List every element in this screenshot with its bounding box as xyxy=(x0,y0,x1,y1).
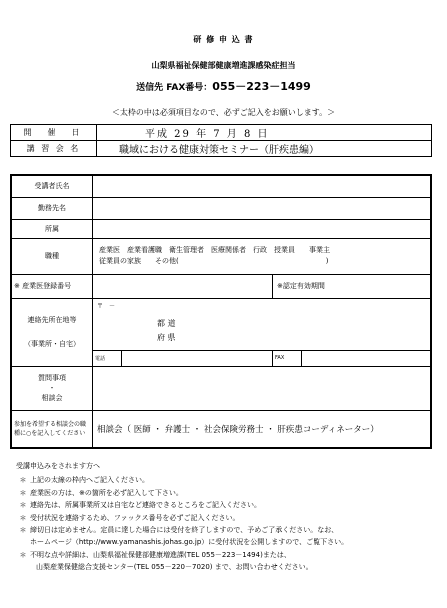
affiliation-label: 所属 xyxy=(11,219,93,238)
bullet-icon: ＊ xyxy=(19,550,27,559)
tel-label: 電話 xyxy=(93,350,122,366)
consult-options[interactable]: 相談会（ 医師 ・ 弁護士 ・ 社会保険労務士 ・ 肝疾患コーディネーター） xyxy=(93,410,432,448)
pref-line1: 都 道 xyxy=(157,318,176,328)
bullet-icon: ＊ xyxy=(19,513,27,522)
application-form xyxy=(10,174,432,449)
contact-label: 連絡先所在地等 （事業所・自宅） xyxy=(11,298,93,366)
job-options-line1: 産業医 産業看護職 衛生管理者 医療関係者 行政 授業員 事業主 xyxy=(99,246,330,254)
fax-label: 送信先 FAX番号： xyxy=(136,83,213,93)
doctor-reg-label: ※ 産業医登録番号 xyxy=(11,274,93,298)
cert-period-field[interactable] xyxy=(273,274,432,298)
cert-label: ※認定有効期間 xyxy=(277,282,325,290)
workplace-label: 勤務先名 xyxy=(11,197,93,219)
note-item-cont: 山梨産業保健総合支援センター(TEL 055－220－7020) まで、お問い合わせください。 xyxy=(36,563,313,572)
workplace-field[interactable] xyxy=(93,197,432,219)
fax-line xyxy=(0,78,447,94)
note-item-cont: ホームページ（http://www.yamanashis.johas.go.jp）に受付状況を公開しますので、ご覧下さい。 xyxy=(30,538,349,547)
fax-field[interactable] xyxy=(302,350,432,366)
note-item: ＊ 締切日は定めません。定員に達した場合には受付を終了しますので、予めご了承ください。なお、 xyxy=(16,524,436,536)
event-table xyxy=(10,124,432,157)
job-label: 職種 xyxy=(11,238,93,274)
doctor-reg-field[interactable] xyxy=(93,274,273,298)
consult-note: 参加を希望する相談会の職種に○を記入してください xyxy=(11,410,93,448)
address-field[interactable] xyxy=(93,298,432,350)
required-notice: ＜太枠の中は必須項目なので、必ずご記入をお願いします。＞ xyxy=(111,108,336,117)
note-item: ＊ 不明な点や詳細は、山梨県福祉保健部健康増進課(TEL 055－223－1494)または、 xyxy=(16,549,436,561)
name-label: 受講者氏名 xyxy=(11,175,93,197)
department-name: 山梨県福祉保健部健康増進課感染症担当 xyxy=(151,61,296,70)
seminar-value: 職域における健康対策セミナー（肝疾患編） xyxy=(97,141,432,157)
notes-heading: 受講申込みをされます方へ xyxy=(16,462,100,470)
notes-section xyxy=(16,460,436,574)
date-value: 平成 29 年 7 月 8 日 xyxy=(97,125,432,141)
fax-number: 055－223－1499 xyxy=(212,80,311,93)
fax-field-label: FAX xyxy=(273,350,302,366)
name-field[interactable] xyxy=(93,175,432,197)
affiliation-field[interactable] xyxy=(93,219,432,238)
tel-field[interactable] xyxy=(122,350,273,366)
form-title: 研 修 申 込 書 xyxy=(193,35,254,44)
pref-line2: 府 県 xyxy=(157,332,176,342)
job-options[interactable] xyxy=(93,238,432,274)
note-item: ＊ 連絡先は、所属事業所又は自宅など連絡できるところをご記入ください。 xyxy=(16,499,436,511)
question-label: 質問事項 ・ 相談会 xyxy=(11,366,93,410)
seminar-label: 講 習 会 名 xyxy=(11,141,97,157)
note-item: ＊ 産業医の方は、※の箇所を必ず記入して下さい。 xyxy=(16,487,436,499)
bullet-icon: ＊ xyxy=(19,526,27,535)
bullet-icon: ＊ xyxy=(19,476,27,485)
question-field[interactable] xyxy=(93,366,432,410)
job-options-line2: 従業員の家族 その他( ) xyxy=(99,257,329,265)
postal-mark: 〒 － xyxy=(97,302,116,310)
bullet-icon: ＊ xyxy=(19,488,27,497)
bullet-icon: ＊ xyxy=(19,501,27,510)
date-label: 開 催 日 xyxy=(11,125,97,141)
note-item: ＊ 受付状況を連絡するため、ファックス番号を必ずご記入ください。 xyxy=(16,512,436,524)
note-item: ＊ 上記の太線の枠内へご記入ください。 xyxy=(16,474,436,486)
